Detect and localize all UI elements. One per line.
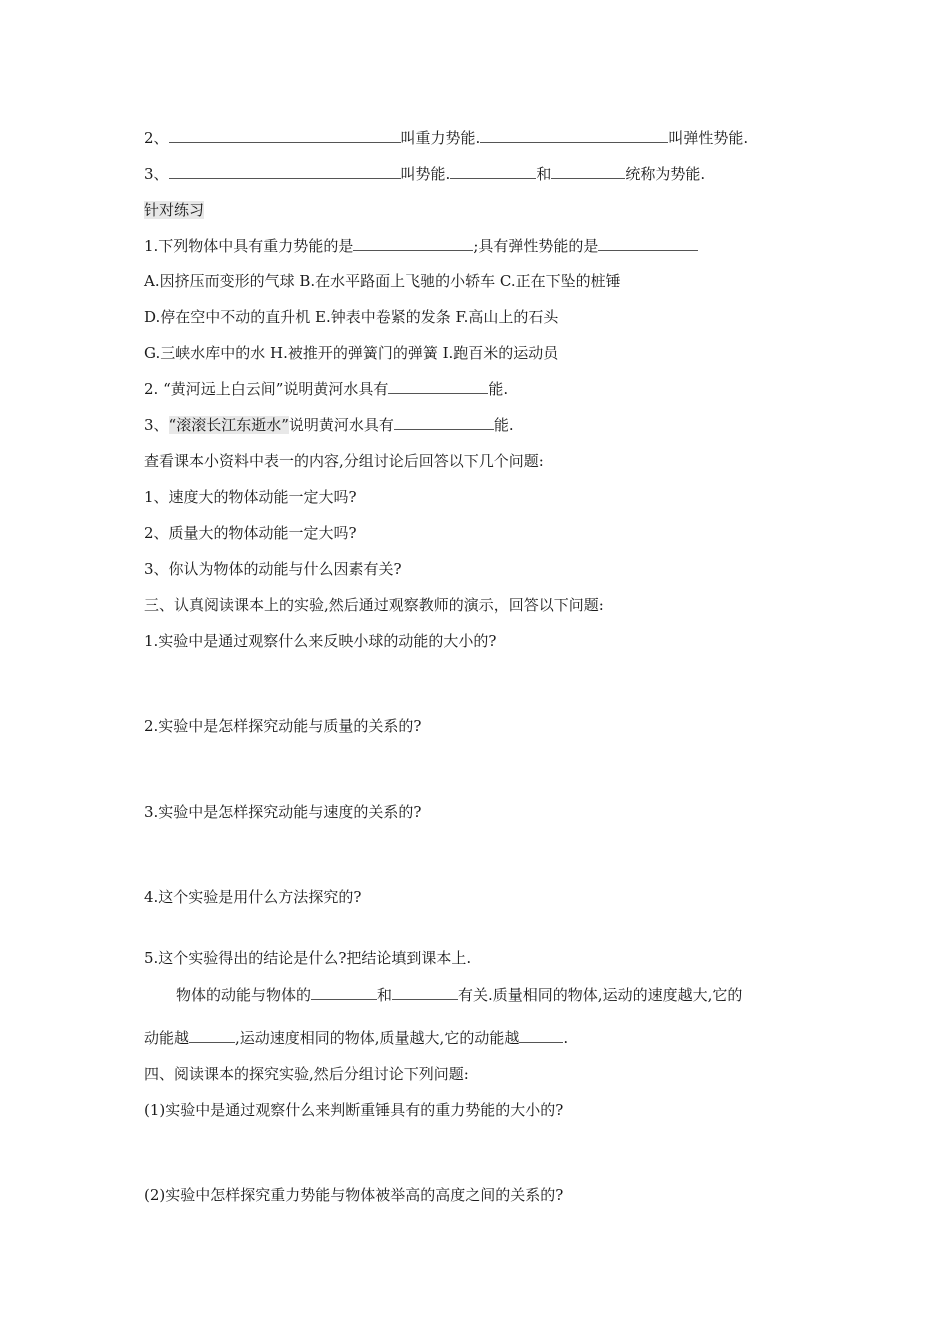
options-row-1: A.因挤压而变形的气球 B.在水平路面上飞驰的小轿车 C.正在下坠的桩锤 xyxy=(144,272,621,290)
fill-line-potential-energy: 3、 叫势能. 和 统称为势能. xyxy=(144,165,706,183)
experiment-q5: 5.这个实验得出的结论是什么?把结论填到课本上. xyxy=(144,949,472,967)
discussion-q3: 3、你认为物体的动能与什么因素有关? xyxy=(144,560,402,578)
blank[interactable] xyxy=(388,379,488,394)
options-row-3: G.三峡水库中的水 H.被推开的弹簧门的弹簧 I.跑百米的运动员 xyxy=(144,344,559,362)
discussion-intro: 查看课本小资料中表一的内容,分组讨论后回答以下几个问题: xyxy=(144,452,544,470)
question-3: 3、“滚滚长江东逝水”说明黄河水具有 能. xyxy=(144,416,514,434)
section-3-title: 三、认真阅读课本上的实验,然后通过观察教师的演示，回答以下问题: xyxy=(144,596,604,614)
discussion-q2: 2、质量大的物体动能一定大吗? xyxy=(144,524,357,542)
question-2: 2. “黄河远上白云间”说明黄河水具有 能. xyxy=(144,380,509,398)
blank[interactable] xyxy=(311,985,377,1000)
experiment-q4: 4.这个实验是用什么方法探究的? xyxy=(144,888,362,906)
blank[interactable] xyxy=(394,415,494,430)
experiment-q1: 1.实验中是通过观察什么来反映小球的动能的大小的? xyxy=(144,632,497,650)
fill-line-gravity-elastic: 2、 叫重力势能. 叫弹性势能. xyxy=(144,129,749,147)
conclusion-line-1: 物体的动能与物体的 和 有关.质量相同的物体,运动的速度越大,它的 xyxy=(176,986,743,1004)
blank[interactable] xyxy=(480,128,668,143)
discussion-q1: 1、速度大的物体动能一定大吗? xyxy=(144,488,357,506)
section-title-practice: 针对练习 xyxy=(144,201,205,219)
blank[interactable] xyxy=(519,1028,563,1043)
blank[interactable] xyxy=(169,128,401,143)
question-1: 1.下列物体中具有重力势能的是 ;具有弹性势能的是 xyxy=(144,236,698,256)
blank[interactable] xyxy=(551,164,625,179)
section-4-title: 四、阅读课本的探究实验,然后分组讨论下列问题: xyxy=(144,1065,469,1083)
probe-q1: (1)实验中是通过观察什么来判断重锤具有的重力势能的大小的? xyxy=(144,1101,564,1119)
blank[interactable] xyxy=(169,164,401,179)
options-row-2: D.停在空中不动的直升机 E.钟表中卷紧的发条 F.高山上的石头 xyxy=(144,308,559,326)
blank[interactable] xyxy=(598,236,698,251)
conclusion-line-2: 动能越 ,运动速度相同的物体,质量越大,它的动能越 . xyxy=(144,1029,569,1047)
experiment-q3: 3.实验中是怎样探究动能与速度的关系的? xyxy=(144,803,422,821)
blank[interactable] xyxy=(450,164,536,179)
blank[interactable] xyxy=(353,236,473,251)
blank[interactable] xyxy=(189,1028,235,1043)
probe-q2: (2)实验中怎样探究重力势能与物体被举高的高度之间的关系的? xyxy=(144,1186,564,1204)
blank[interactable] xyxy=(392,985,458,1000)
experiment-q2: 2.实验中是怎样探究动能与质量的关系的? xyxy=(144,717,422,735)
